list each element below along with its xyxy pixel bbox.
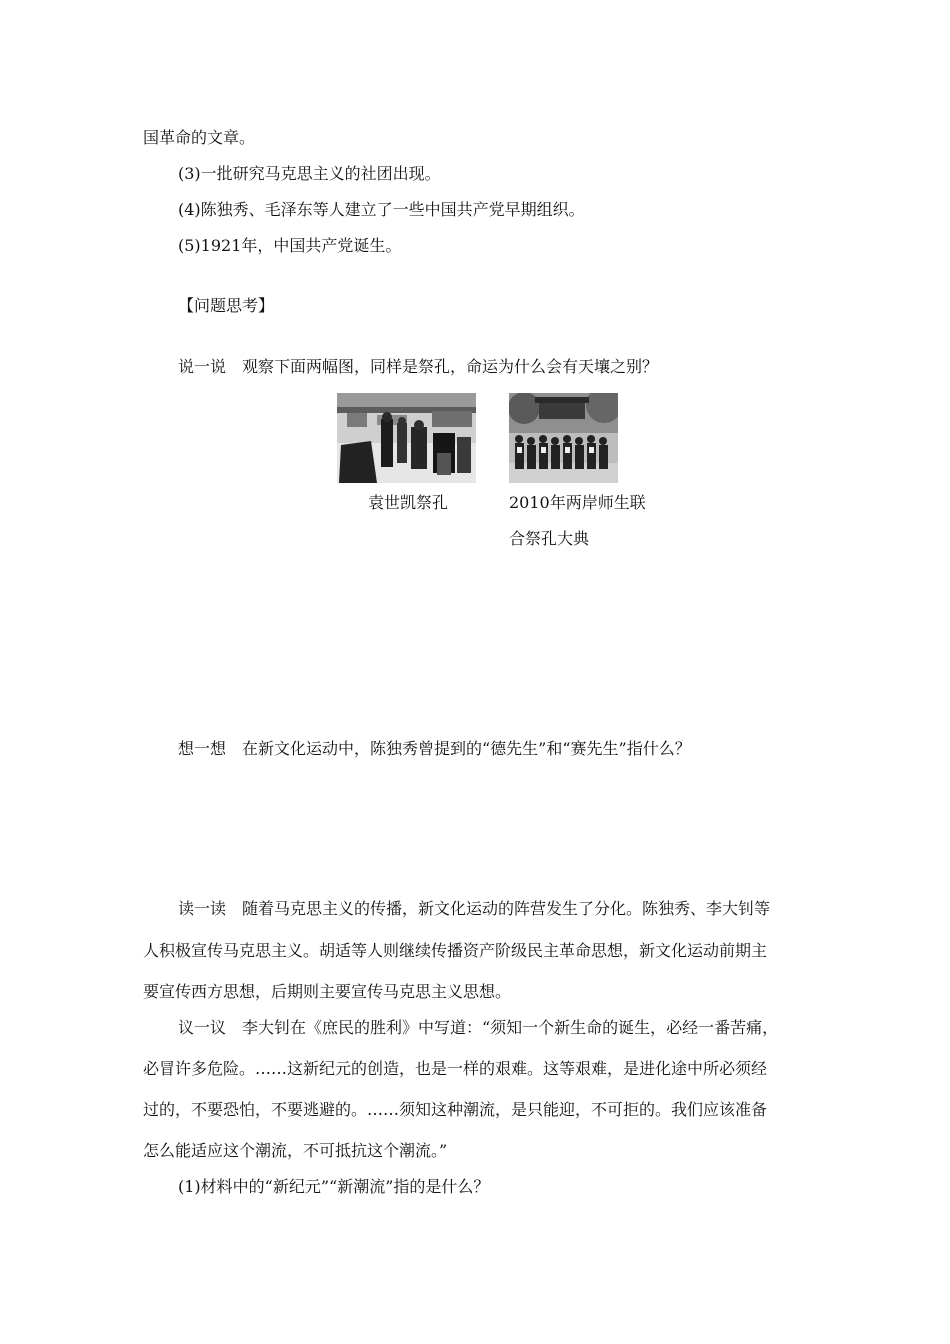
figure-caption-right: 2010年两岸师生联 [509, 493, 646, 512]
list-item: (5)1921年，中国共产党诞生。 [178, 236, 402, 255]
discussion-paragraph: 怎么能适应这个潮流，不可抵抗这个潮流。” [143, 1141, 448, 1160]
section-heading: 【问题思考】 [178, 296, 275, 315]
sub-question: (1)材料中的“新纪元”“新潮流”指的是什么？ [178, 1177, 490, 1196]
list-item: (4)陈独秀、毛泽东等人建立了一些中国共产党早期组织。 [178, 200, 585, 219]
reading-paragraph: 读一读 随着马克思主义的传播，新文化运动的阵营发生了分化。陈独秀、李大钊等 [178, 899, 771, 918]
discussion-paragraph: 议一议 李大钊在《庶民的胜利》中写道：“须知一个新生命的诞生，必经一番苦痛， [178, 1018, 779, 1037]
discussion-paragraph: 过的，不要恐怕，不要逃避的。……须知这种潮流，是只能迎，不可拒的。我们应该准备 [143, 1100, 768, 1119]
discussion-paragraph: 必冒许多危险。……这新纪元的创造，也是一样的艰难。这等艰难，是进化途中所必须经 [143, 1059, 768, 1078]
figure-caption-left: 袁世凯祭孔 [368, 493, 449, 512]
figure-caption-right-cont: 合祭孔大典 [509, 529, 590, 548]
list-item: (3)一批研究马克思主义的社团出现。 [178, 164, 441, 183]
photo-joint-ceremony [509, 393, 618, 483]
text-line: 国革命的文章。 [143, 128, 256, 147]
reading-paragraph: 要宣传西方思想，后期则主要宣传马克思主义思想。 [143, 982, 512, 1001]
question-say: 说一说 观察下面两幅图，同样是祭孔，命运为什么会有天壤之别？ [178, 357, 659, 376]
question-think: 想一想 在新文化运动中，陈独秀曾提到的“德先生”和“赛先生”指什么？ [178, 739, 691, 758]
photo-yuan-shikai [337, 393, 476, 483]
reading-paragraph: 人积极宣传马克思主义。胡适等人则继续传播资产阶级民主革命思想，新文化运动前期主 [143, 941, 768, 960]
